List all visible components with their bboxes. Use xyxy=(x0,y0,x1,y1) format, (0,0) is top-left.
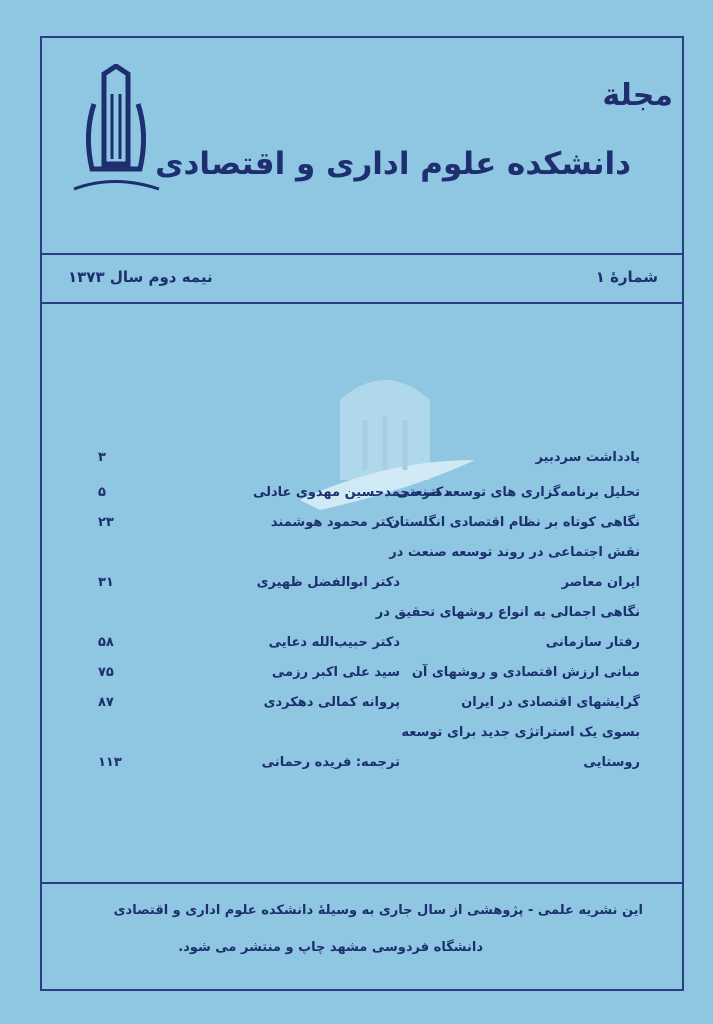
toc-row xyxy=(60,725,640,745)
toc-row xyxy=(60,575,640,595)
journal-title: دانشکده علوم اداری و اقتصادی xyxy=(155,146,631,182)
toc-title: ایران معاصر xyxy=(561,575,640,590)
toc-title: رفتار سازمانی xyxy=(545,635,640,650)
toc-row xyxy=(60,755,640,775)
toc-row xyxy=(60,665,640,685)
toc-row xyxy=(60,450,640,470)
toc-page: ۱۱۳ xyxy=(98,755,122,770)
toc-row xyxy=(60,635,640,655)
divider-top xyxy=(40,253,684,255)
toc-page: ۵۸ xyxy=(98,635,114,650)
footer-line-1: این نشریه علمی - پژوهشی از سال جاری به وسیلهٔ دانشکده علوم اداری و اقتصادی xyxy=(113,903,643,918)
toc-title: مبانی ارزش اقتصادی و روشهای آن xyxy=(411,665,640,680)
toc-page: ۵ xyxy=(98,485,106,500)
toc-author: دکتر حبیب‌الله دعایی xyxy=(268,635,400,650)
toc-page: ۲۳ xyxy=(98,515,114,530)
toc-page: ۳ xyxy=(98,450,106,465)
toc-row xyxy=(60,515,640,535)
toc-author: پروانه کمالی دهکردی xyxy=(263,695,400,710)
issue-number: شمارهٔ ۱ xyxy=(595,268,658,286)
toc-title: نگاهی کوتاه بر نظام اقتصادی انگلستان xyxy=(388,515,640,530)
divider-issue xyxy=(40,302,684,304)
toc-title: گرایشهای اقتصادی در ایران xyxy=(461,695,640,710)
divider-footer xyxy=(40,882,684,884)
toc-author: سید علی اکبر رزمی xyxy=(271,665,400,680)
toc-title: نگاهی اجمالی به انواع روشهای تحقیق در xyxy=(375,605,640,620)
toc-page: ۷۵ xyxy=(98,665,114,680)
toc-row xyxy=(60,485,640,505)
toc-row xyxy=(60,695,640,715)
toc-author: دکتر محمدحسین مهدوی عادلی xyxy=(252,485,450,500)
toc-title: تحلیل برنامه‌گزاری های توسعه صنعتی xyxy=(396,485,640,500)
toc-row xyxy=(60,605,640,625)
footer-line-2: دانشگاه فردوسی مشهد چاپ و منتشر می شود. xyxy=(178,940,483,955)
toc-page: ۳۱ xyxy=(98,575,114,590)
toc-author: ترجمه: فریده رحمانی xyxy=(261,755,400,770)
toc-title: روستایی xyxy=(583,755,640,770)
toc-row xyxy=(60,545,640,565)
toc-author: دکتر ابوالفضل ظهیری xyxy=(256,575,400,590)
issue-date: نیمه دوم سال ۱۳۷۳ xyxy=(68,268,213,286)
toc-title: بسوی یک استراتژی جدید برای توسعه xyxy=(401,725,640,740)
toc-title: یادداشت سردبیر xyxy=(535,450,640,465)
journal-word: مجلة xyxy=(602,78,673,113)
toc-title: نقش اجتماعی در روند توسعه صنعت در xyxy=(389,545,640,560)
toc-author: دکتر محمود هوشمند xyxy=(270,515,400,530)
university-logo-icon xyxy=(64,64,164,204)
toc-page: ۸۷ xyxy=(98,695,114,710)
